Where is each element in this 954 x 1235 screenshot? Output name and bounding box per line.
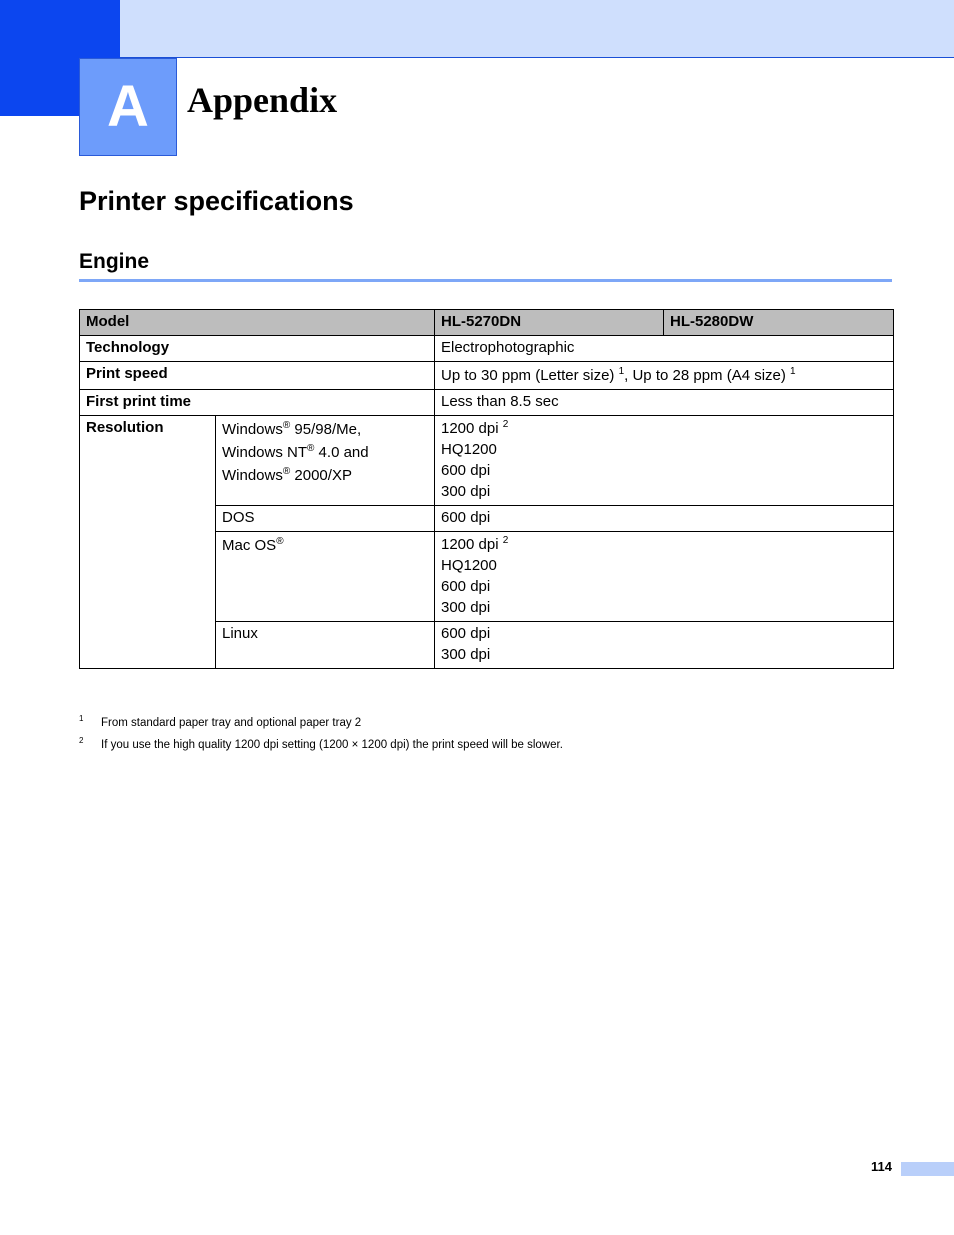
row-value: [435, 362, 894, 390]
table-header-row: [80, 310, 894, 336]
os-version: 95/98/Me,: [290, 421, 362, 438]
table-row-print-speed: [80, 362, 894, 390]
resolution-values-linux: [435, 622, 894, 669]
value-text: Up to 30 ppm (Letter size): [441, 367, 619, 384]
resolution-value: 600 dpi: [441, 462, 491, 479]
os-cell-windows: [216, 416, 435, 506]
row-value: Electrophotographic: [435, 336, 894, 362]
registered-mark: ®: [282, 466, 291, 477]
resolution-value: 600 dpi: [441, 578, 491, 595]
footnote-ref: 2: [502, 535, 509, 546]
footnote-ref: 1: [618, 366, 625, 377]
os-cell-linux: Linux: [216, 622, 435, 669]
os-name: Mac OS: [222, 537, 277, 554]
row-label: Resolution: [80, 416, 216, 669]
resolution-value: 1200 dpi $^2$: [441, 535, 509, 553]
resolution-value: 300 dpi: [441, 483, 491, 500]
header-model-label: Model: [80, 310, 435, 336]
footnote-ref: 1: [790, 366, 796, 377]
os-version: 4.0 and: [314, 444, 369, 461]
header-model-1: HL-5270DN: [435, 310, 664, 336]
table-row-resolution-windows: [80, 416, 894, 506]
registered-mark: ®: [307, 443, 315, 454]
resolution-value: 600 dpi: [435, 506, 894, 532]
row-label: First print time: [80, 390, 435, 416]
os-name: Windows NT: [222, 444, 308, 461]
os-name: Windows: [222, 467, 283, 484]
chapter-letter: A: [79, 58, 177, 156]
os-cell-dos: DOS: [216, 506, 435, 532]
row-label: Print speed: [80, 362, 435, 390]
os-name: Windows: [222, 421, 283, 438]
os-line: [222, 464, 428, 487]
footnote-text: If you use the high quality 1200 dpi setting (1200 × 1200 dpi) the print speed will be slower.: [101, 739, 563, 751]
registered-mark: ®: [282, 420, 291, 431]
chapter-title: Appendix: [187, 80, 338, 120]
header-model-2: HL-5280DW: [664, 310, 894, 336]
row-value: Less than 8.5 sec: [435, 390, 894, 416]
table-row-first-print-time: [80, 390, 894, 416]
page-tab: [901, 1162, 954, 1176]
os-line: [222, 418, 428, 441]
os-line: [222, 441, 428, 464]
footnote-text: From standard paper tray and optional paper tray 2: [101, 717, 362, 729]
resolution-value: 1200 dpi $^2$: [441, 419, 509, 437]
resolution-value: 300 dpi: [441, 646, 491, 663]
resolution-values-windows: [435, 416, 894, 506]
table-row-technology: [80, 336, 894, 362]
footnote-number: 2: [79, 736, 84, 745]
section-title: Printer specifications: [79, 186, 354, 216]
subsection-title: Engine: [79, 250, 150, 273]
resolution-values-mac: [435, 532, 894, 622]
footnote-number: 1: [79, 714, 84, 723]
os-cell-mac: [216, 532, 435, 622]
value-text: , Up to 28 ppm (A4 size): [624, 367, 791, 384]
resolution-value: 600 dpi: [441, 625, 491, 642]
registered-mark: ®: [276, 536, 284, 547]
resolution-value: HQ1200: [441, 557, 497, 574]
page-number: 114: [871, 1159, 892, 1174]
os-version: 2000/XP: [290, 467, 352, 484]
header-band: [0, 0, 954, 58]
subsection-rule: [79, 279, 892, 282]
row-label: Technology: [80, 336, 435, 362]
engine-spec-table: [79, 309, 894, 669]
resolution-value: HQ1200: [441, 441, 497, 458]
resolution-value: 300 dpi: [441, 599, 491, 616]
footnote-ref: 2: [502, 419, 509, 430]
